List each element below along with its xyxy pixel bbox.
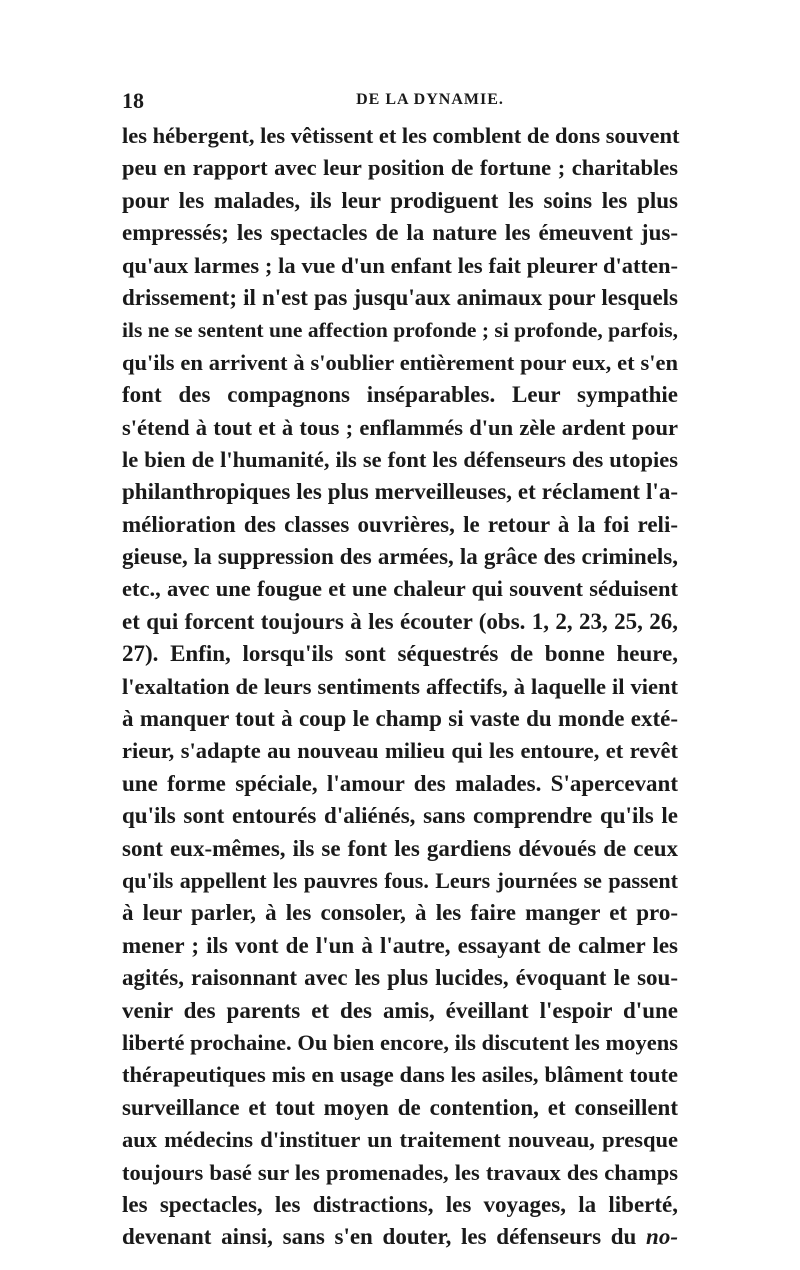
text-line: qu'ils appellent les pauvres fous. Leurs journées se passent <box>122 867 678 893</box>
text-line: mener ; ils vont de l'un à l'autre, essayant de calmer les <box>122 932 678 958</box>
text-line: thérapeutiques mis en usage dans les asiles, blâment toute <box>122 1062 678 1088</box>
text-line: pour les malades, ils leur prodiguent les soins les plus <box>122 187 678 213</box>
text-line: les spectacles, les distractions, les voyages, la liberté, <box>122 1191 678 1217</box>
text-line: gieuse, la suppression des armées, la grâce des criminels, <box>122 544 678 570</box>
text-line: l'exaltation de leurs sentiments affectifs, à laquelle il vient <box>122 673 678 699</box>
text-line: mélioration des classes ouvrières, le retour à la foi reli- <box>122 511 678 537</box>
text-line: etc., avec une fougue et une chaleur qui souvent séduisent <box>122 576 678 602</box>
text-line: les hébergent, les vêtissent et les comblent de dons souvent <box>122 123 680 148</box>
text-line: et qui forcent toujours à les écouter (obs. 1, 2, 23, 25, 26, <box>122 608 678 634</box>
text-line: ils ne se sentent une affection profonde ; si profonde, parfois, <box>122 318 678 343</box>
text-line: venir des parents et des amis, éveillant l'espoir d'une <box>122 997 678 1023</box>
text-line: philanthropiques les plus merveilleuses, et réclament l'a- <box>122 479 678 505</box>
text-line: font des compagnons inséparables. Leur sympathie <box>122 382 678 408</box>
text-line: qu'aux larmes ; la vue d'un enfant les fait pleurer d'atten- <box>122 252 678 278</box>
text-line: le bien de l'humanité, ils se font les défenseurs des utopies <box>122 446 678 472</box>
text-line: empressés; les spectacles de la nature les émeuvent jus- <box>122 220 678 246</box>
text-line: une forme spéciale, l'amour des malades. S'apercevant <box>122 770 678 796</box>
text-line: rieur, s'adapte au nouveau milieu qui les entoure, et revêt <box>122 738 678 764</box>
last-line-text: devenant ainsi, sans s'en douter, les défenseurs du <box>122 1224 637 1250</box>
text-line: peu en rapport avec leur position de fortune ; charitables <box>122 155 678 181</box>
text-line: sont eux-mêmes, ils se font les gardiens dévoués de ceux <box>122 835 678 861</box>
text-line: 27). Enfin, lorsqu'ils sont séquestrés de bonne heure, <box>122 641 678 667</box>
running-head-title: DE LA DYNAMIE. <box>356 91 504 108</box>
text-line: qu'ils en arrivent à s'oublier entièrement pour eux, et s'en <box>122 349 678 375</box>
text-line: qu'ils sont entourés d'aliénés, sans comprendre qu'ils le <box>122 803 678 829</box>
text-line-last <box>122 1221 678 1253</box>
text-line: à leur parler, à les consoler, à les faire manger et pro- <box>122 900 678 926</box>
hyphenated-tail: no- <box>646 1224 678 1250</box>
text-line: drissement; il n'est pas jusqu'aux animaux pour lesquels <box>122 284 678 310</box>
text-line: liberté prochaine. Ou bien encore, ils discutent les moyens <box>122 1029 678 1055</box>
text-line: toujours basé sur les promenades, les travaux des champs <box>122 1159 678 1185</box>
running-head <box>122 88 678 116</box>
text-line: aux médecins d'instituer un traitement nouveau, presque <box>122 1127 678 1153</box>
text-line: agités, raisonnant avec les plus lucides, évoquant le sou- <box>122 965 678 991</box>
text-line: à manquer tout à coup le champ si vaste du monde exté- <box>122 706 678 732</box>
text-line: surveillance et tout moyen de contention, et conseillent <box>122 1094 678 1120</box>
page-number: 18 <box>122 88 144 113</box>
body-text <box>122 120 678 1254</box>
text-line: s'étend à tout et à tous ; enflammés d'un zèle ardent pour <box>122 414 678 440</box>
